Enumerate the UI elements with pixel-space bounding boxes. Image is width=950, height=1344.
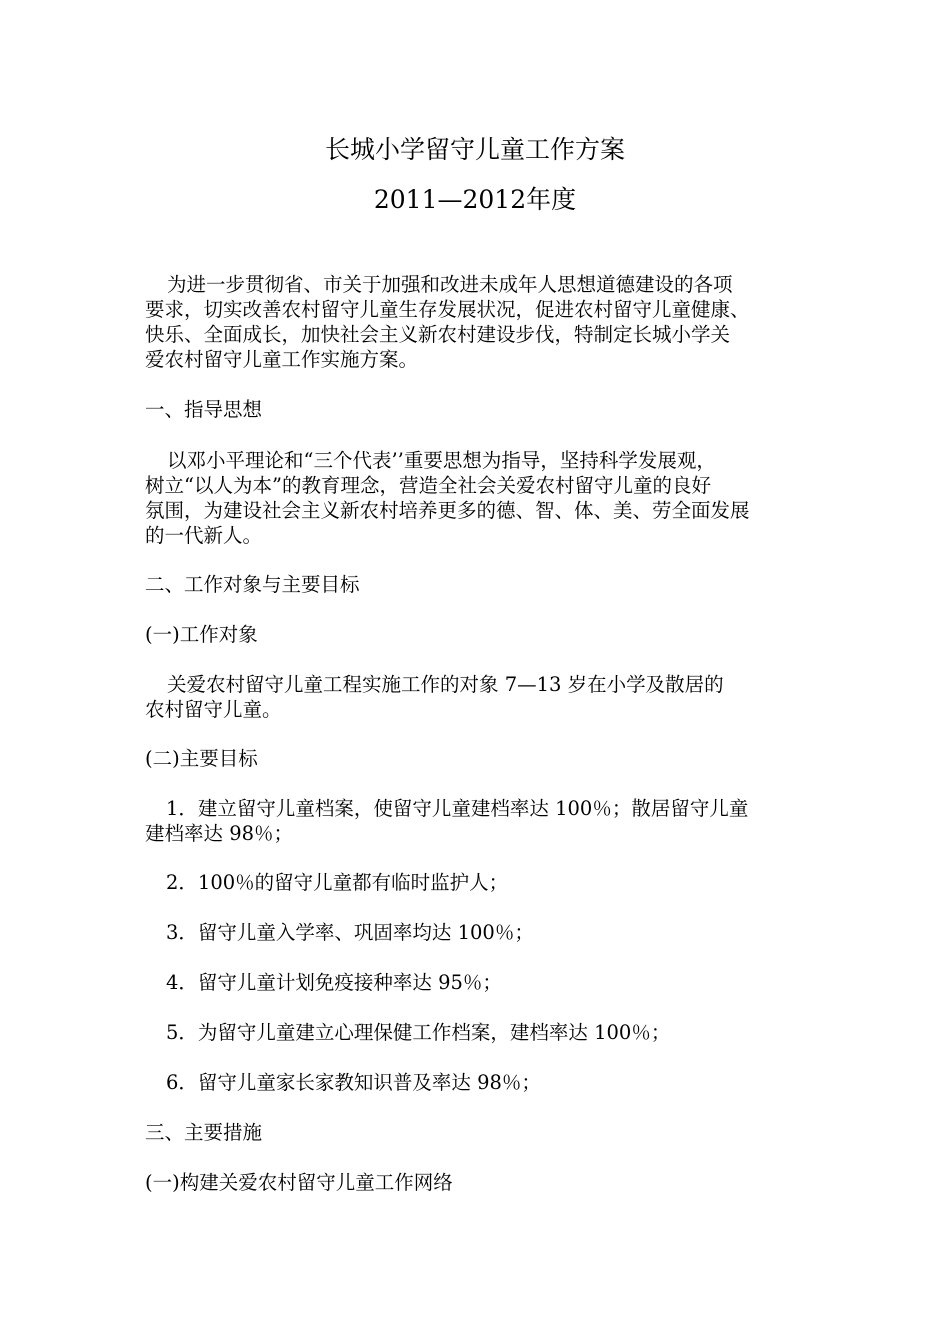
intro-paragraph <box>145 272 815 372</box>
goal4-text: 4．留守儿童计划免疫接种率达 95％； <box>166 971 502 994</box>
work-target-paragraph <box>145 672 815 722</box>
guiding-ideology-paragraph <box>145 448 815 548</box>
goal-item-5 <box>145 1020 815 1045</box>
goal-item-6 <box>145 1070 815 1095</box>
section2-heading: 二、工作对象与主要目标 <box>145 573 360 596</box>
section3-heading: 三、主要措施 <box>145 1121 263 1144</box>
subsection-heading-network <box>145 1170 815 1195</box>
section-heading-measures <box>145 1120 815 1145</box>
sub3-heading: (一)构建关爱农村留守儿童工作网络 <box>145 1171 453 1194</box>
goal-item-3 <box>145 920 815 945</box>
sub1-line-2: 农村留守儿童。 <box>145 698 282 721</box>
goal3-text: 3．留守儿童入学率、巩固率均达 100％； <box>166 921 534 944</box>
document-subtitle: 2011—2012年度 <box>373 185 577 214</box>
intro-line-3: 快乐、全面成长，加快社会主义新农村建设步伐，特制定长城小学关 <box>145 323 731 346</box>
sub2-heading: (二)主要目标 <box>145 747 258 770</box>
section1-line-4: 的一代新人。 <box>145 524 263 547</box>
sub1-line-1: 关爱农村留守儿童工程实施工作的对象 7—13 岁在小学及散居的 <box>167 673 724 696</box>
goal-item-1 <box>145 796 815 846</box>
goal-item-2 <box>145 870 815 895</box>
goal5-text: 5．为留守儿童建立心理保健工作档案，建档率达 100％； <box>166 1021 671 1044</box>
subsection-heading-main-goals <box>145 746 815 771</box>
goal6-text: 6．留守儿童家长家教知识普及率达 98％； <box>166 1071 541 1094</box>
section1-heading: 一、指导思想 <box>145 398 263 421</box>
goal1-line-2: 建档率达 98％； <box>145 822 294 845</box>
section-heading-targets <box>145 572 815 597</box>
sub1-heading: (一)工作对象 <box>145 623 258 646</box>
subsection-heading-work-target <box>145 622 815 647</box>
goal1-line-1: 1．建立留守儿童档案，使留守儿童建档率达 100％；散居留守儿童 <box>166 797 749 820</box>
section1-line-3: 氛围，为建设社会主义新农村培养更多的德、智、体、美、劳全面发展 <box>145 499 750 522</box>
intro-line-2: 要求，切实改善农村留守儿童生存发展状况，促进农村留守儿童健康、 <box>145 298 750 321</box>
section-heading-guiding-ideology <box>145 397 815 422</box>
section1-line-2: 树立“以人为本”的教育理念，营造全社会关爱农村留守儿童的良好 <box>145 474 711 497</box>
intro-line-4: 爱农村留守儿童工作实施方案。 <box>145 348 419 371</box>
document-title: 长城小学留守儿童工作方案 <box>324 135 625 164</box>
intro-line-1: 为进一步贯彻省、市关于加强和改进未成年人思想道德建设的各项 <box>167 273 733 296</box>
section1-line-1: 以邓小平理论和“三个代表’’重要思想为指导，坚持科学发展观， <box>167 449 716 472</box>
goal-item-4 <box>145 970 815 995</box>
goal2-text: 2．100％的留守儿童都有临时监护人； <box>166 871 509 894</box>
